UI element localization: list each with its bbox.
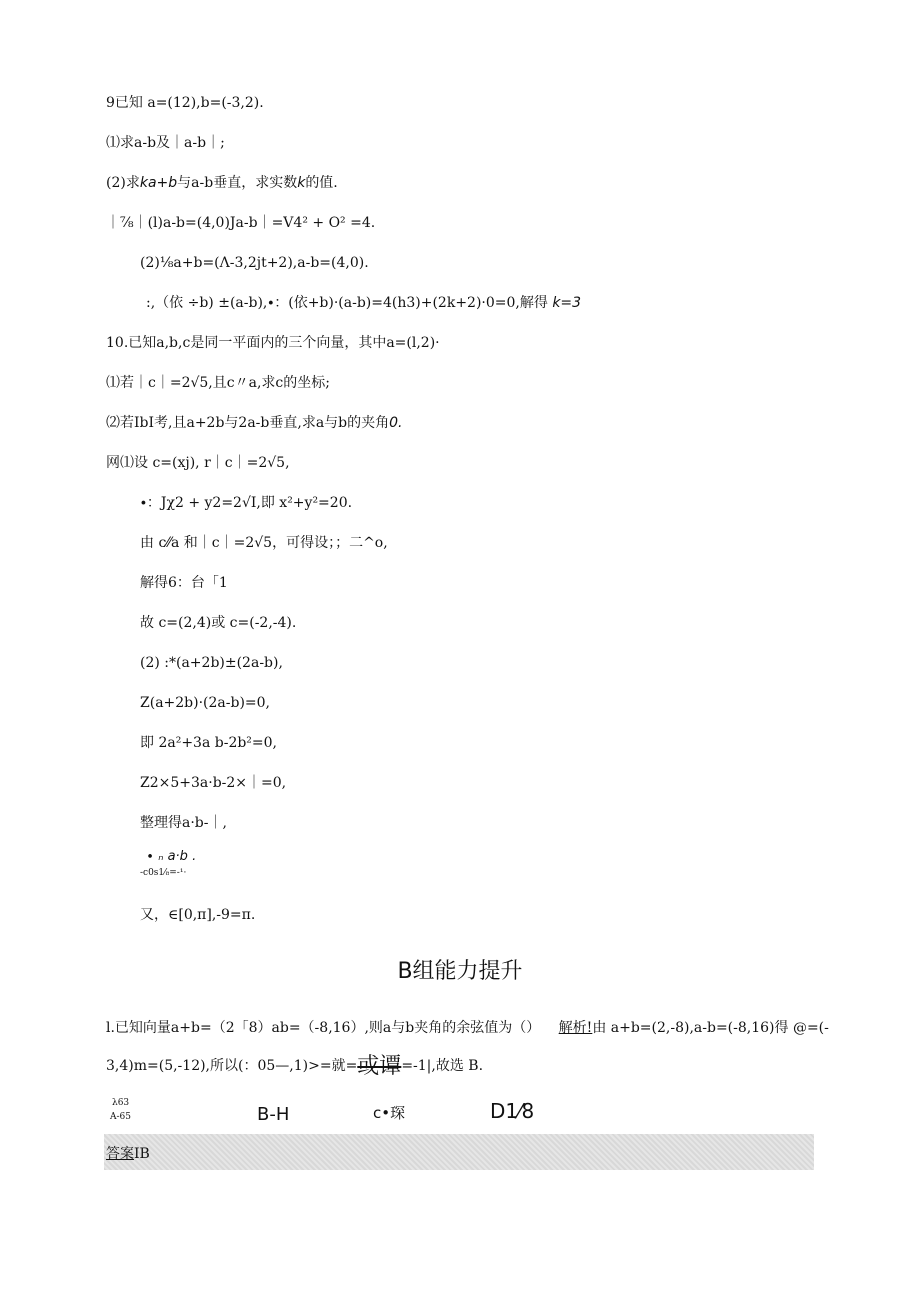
q10-solution-7: Z(a+2b)·(2a-b)=0, <box>140 695 271 711</box>
q10-solution-2: ∙：Jχ2 + y2=2√I,即 x²+y²=20. <box>140 495 353 511</box>
answer-bar <box>104 1134 814 1170</box>
b-q1-option-c: c•琛 <box>373 1104 406 1122</box>
b-q1-line2 <box>106 1054 484 1079</box>
b-q1-option-a-top: λ63 <box>112 1098 130 1108</box>
answer-line <box>106 1145 150 1163</box>
q10-part2-angle: 0. <box>389 415 403 431</box>
b-q1-option-b: B-H <box>257 1104 290 1125</box>
q10-solution-13: 又，∈[0,π],-9=π. <box>140 907 256 923</box>
q9-solution-1: ｜⅞｜(l)a-b=(4,0)Ja-b｜=V4² + O² =4. <box>106 215 376 231</box>
q10-solution-12: -c0s1⁄₈=-¹· <box>140 868 187 878</box>
b-q1-analysis-text: 由 a+b=(2,-8),a-b=(-8,16)得 @=(- <box>592 1020 829 1036</box>
b-q1-option-a-bottom: A-65 <box>110 1112 131 1122</box>
q10-solution-10: 整理得a·b-｜, <box>140 815 227 831</box>
q9-part2-suffix: 的值. <box>305 175 338 191</box>
q9-part2-mid: 与a-b垂直，求实数 <box>177 175 298 191</box>
q10-solution-8: 即 2a²+3a b-2b²=0, <box>140 735 278 751</box>
q10-solution-3: 由 c⁄⁄a 和｜c｜=2√5，可得设；；二^o, <box>140 535 388 551</box>
b-q1-analysis-label: 解析! <box>558 1020 593 1036</box>
q9-solution-3 <box>146 294 581 312</box>
q9-part2-expr: ka+b <box>139 175 178 191</box>
b-q1-conclusion: =-1|,故选 B. <box>401 1058 484 1074</box>
q9-solution-3-result: k=3 <box>552 295 582 311</box>
b-q1-struck-text: 或谭 <box>357 1054 402 1079</box>
q9-part1: ⑴求a-b及｜a-b｜; <box>106 135 225 151</box>
q10-solution-5: 故 c=(2,4)或 c=(-2,-4). <box>140 615 297 631</box>
b-q1-analysis-cont: 3,4)m=(5,-12),所以(：05—,1)>=就= <box>106 1058 358 1074</box>
answer-value: IB <box>134 1146 150 1162</box>
q10-part2-text: ⑵若IbI考,且a+2b与2a-b垂直,求a与b的夹角 <box>106 415 390 431</box>
q10-solution-6: (2) :*(a+2b)±(2a-b), <box>140 655 283 671</box>
q9-part2-var: k <box>297 175 306 191</box>
q9-part2-prefix: (2)求 <box>106 175 140 191</box>
answer-label: 答案 <box>106 1146 134 1162</box>
q10-solution-4: 解得6：台「1 <box>140 575 228 591</box>
q10-part1: ⑴若｜c｜=2√5,且c〃a,求c的坐标; <box>106 375 330 391</box>
b-q1-line1 <box>106 1019 829 1037</box>
q9-solution-2: (2)⅛a+b=(Λ-3,2jt+2),a-b=(4,0). <box>140 255 369 271</box>
q10-part2 <box>106 414 402 432</box>
q9-solution-3-text: :,（依 ÷b) ±(a-b),∙：(依+b)·(a-b)=4(h3)+(2k+2)·0=0,解得 <box>146 295 553 311</box>
q9-part2 <box>106 174 338 192</box>
b-q1-question: l.已知向量a+b=（2「8）ab=（-8,16）,则a与b夹角的余弦值为（） <box>106 1020 541 1036</box>
q10-statement: 10.已知a,b,c是同一平面内的三个向量，其中a=(l,2)· <box>106 335 440 351</box>
section-b-heading: B组能力提升 <box>397 959 523 984</box>
b-q1-option-d: D1⁄8 <box>490 1099 535 1123</box>
q9-statement: 9已知 a=(12),b=(-3,2). <box>106 95 264 111</box>
q10-solution-9: Z2×5+3a·b-2×｜=0, <box>140 775 287 791</box>
q10-solution-11: ∙ ₙ a·b . <box>146 849 197 864</box>
q10-solution-1: 网⑴设 c=(xj), r｜c｜=2√5, <box>106 455 290 471</box>
